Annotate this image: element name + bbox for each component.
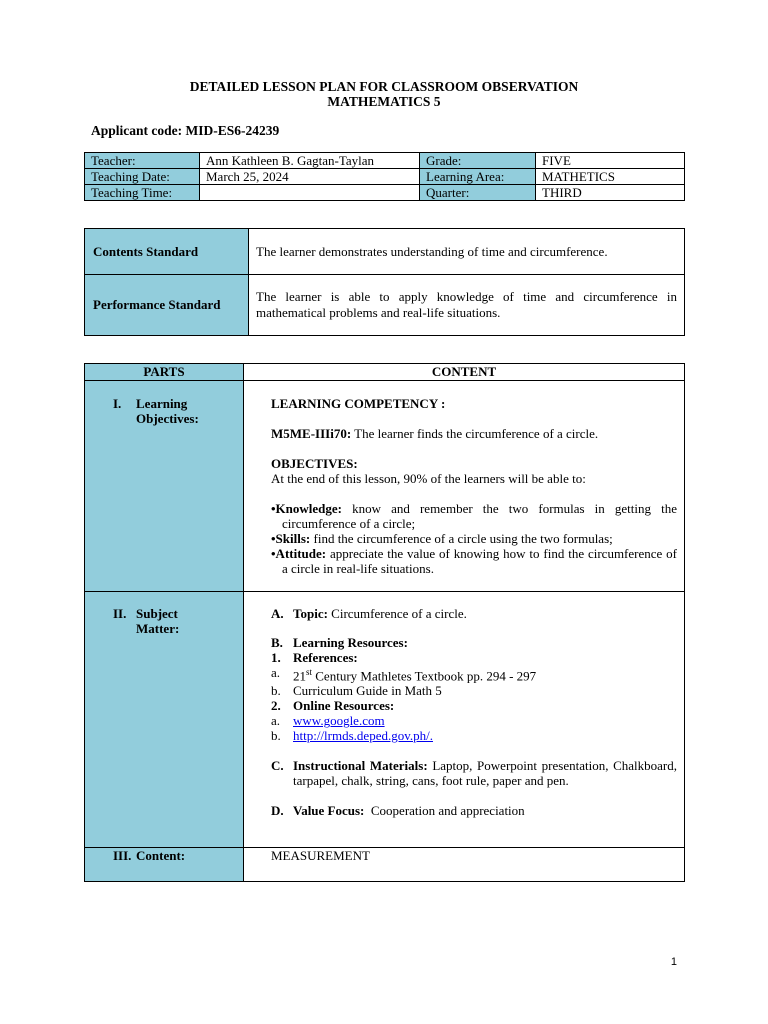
table-row (85, 153, 685, 169)
standards-table (84, 228, 685, 336)
parts-column-header: PARTS (85, 364, 244, 381)
part-title: Content: (136, 848, 186, 863)
area-value: MATHETICS (536, 169, 685, 185)
applicant-code: Applicant code: MID-ES6-24239 (91, 123, 280, 138)
knowledge-label: •Knowledge: (271, 501, 342, 516)
objectives-part-label (85, 381, 244, 592)
performance-standard-label: Performance Standard (85, 275, 249, 336)
competency-text: The learner finds the circumference of a circle. (351, 426, 599, 441)
document-subtitle: MATHEMATICS 5 (327, 94, 441, 109)
subject-part-label (85, 592, 244, 848)
objectives-heading: OBJECTIVES: (271, 456, 358, 471)
performance-standard-value: The learner is able to apply knowledge of time and circumference in mathematical problems and real-life situations. (249, 275, 685, 336)
table-row (85, 364, 685, 381)
part-number: I. (113, 396, 122, 411)
skills-objective (271, 531, 677, 546)
list-item: b. http://lrmds.deped.gov.ph/. (271, 728, 433, 744)
teacher-info-table (84, 152, 685, 201)
page-number: 1 (670, 956, 677, 968)
competency-heading: LEARNING COMPETENCY : (271, 396, 446, 411)
table-row (85, 229, 685, 275)
resources-heading: B. Learning Resources: (271, 635, 408, 650)
part-number: III. (113, 848, 132, 863)
objectives-content (244, 381, 685, 592)
teacher-label: Teacher: (85, 153, 200, 169)
grade-label: Grade: (420, 153, 536, 169)
quarter-value: THIRD (536, 185, 685, 201)
teacher-value: Ann Kathleen B. Gagtan-Taylan (200, 153, 420, 169)
value-focus-line: D. Value Focus: Cooperation and appreciation (271, 803, 525, 819)
subject-content (244, 592, 685, 848)
part-number: II. (113, 606, 127, 621)
contents-standard-label: Contents Standard (85, 229, 249, 275)
table-row (85, 592, 685, 848)
references-heading: 1. References: (271, 650, 358, 665)
time-value (200, 185, 420, 201)
attitude-objective (271, 546, 677, 576)
quarter-label: Quarter: (420, 185, 536, 201)
online-resources-heading: 2. Online Resources: (271, 698, 395, 714)
knowledge-text: know and remember the two formulas in getting the circumference of a circle; (282, 501, 677, 531)
table-row (85, 275, 685, 336)
area-label: Learning Area: (420, 169, 536, 185)
table-row (85, 381, 685, 592)
table-row (85, 169, 685, 185)
attitude-text: appreciate the value of knowing how to find the circumference of a circle in real-life situations. (282, 546, 677, 576)
table-row (85, 848, 685, 882)
list-item: a. 21st Century Mathletes Textbook pp. 294 - 297 (271, 665, 537, 684)
grade-value: FIVE (536, 153, 685, 169)
list-item: a. www.google.com (271, 713, 385, 729)
objectives-intro: At the end of this lesson, 90% of the learners will be able to: (271, 471, 586, 486)
skills-label: •Skills: (271, 531, 311, 546)
time-label: Teaching Time: (85, 185, 200, 201)
date-value: March 25, 2024 (200, 169, 420, 185)
content-part-label (85, 848, 244, 882)
content-value: MEASUREMENT (244, 848, 685, 882)
table-row (85, 185, 685, 201)
google-link[interactable]: www.google.com (293, 713, 385, 729)
part-title: Subject Matter: (136, 606, 180, 636)
contents-standard-value: The learner demonstrates understanding of time and circumference. (249, 229, 685, 275)
date-label: Teaching Date: (85, 169, 200, 185)
part-title: Learning Objectives: (136, 396, 199, 426)
lrmds-link[interactable]: http://lrmds.deped.gov.ph/. (293, 728, 433, 744)
skills-text: find the circumference of a circle using the two formulas; (310, 531, 613, 546)
attitude-label: •Attitude: (271, 546, 327, 561)
topic-line: A. Topic: Circumference of a circle. (271, 606, 467, 621)
materials-line: C. Instructional Materials: Laptop, Powerpoint presentation, Chalkboard, tarpapel, chalk, string, cans, foot rule, paper and pen. (271, 758, 678, 789)
list-item: b. Curriculum Guide in Math 5 (271, 683, 442, 699)
competency-code: M5ME-IIIi70: (271, 426, 352, 441)
document-title: DETAILED LESSON PLAN FOR CLASSROOM OBSERVATION (189, 79, 579, 94)
lesson-parts-table (84, 363, 685, 882)
knowledge-objective (271, 501, 677, 531)
content-column-header: CONTENT (244, 364, 685, 381)
competency-line (271, 426, 677, 441)
